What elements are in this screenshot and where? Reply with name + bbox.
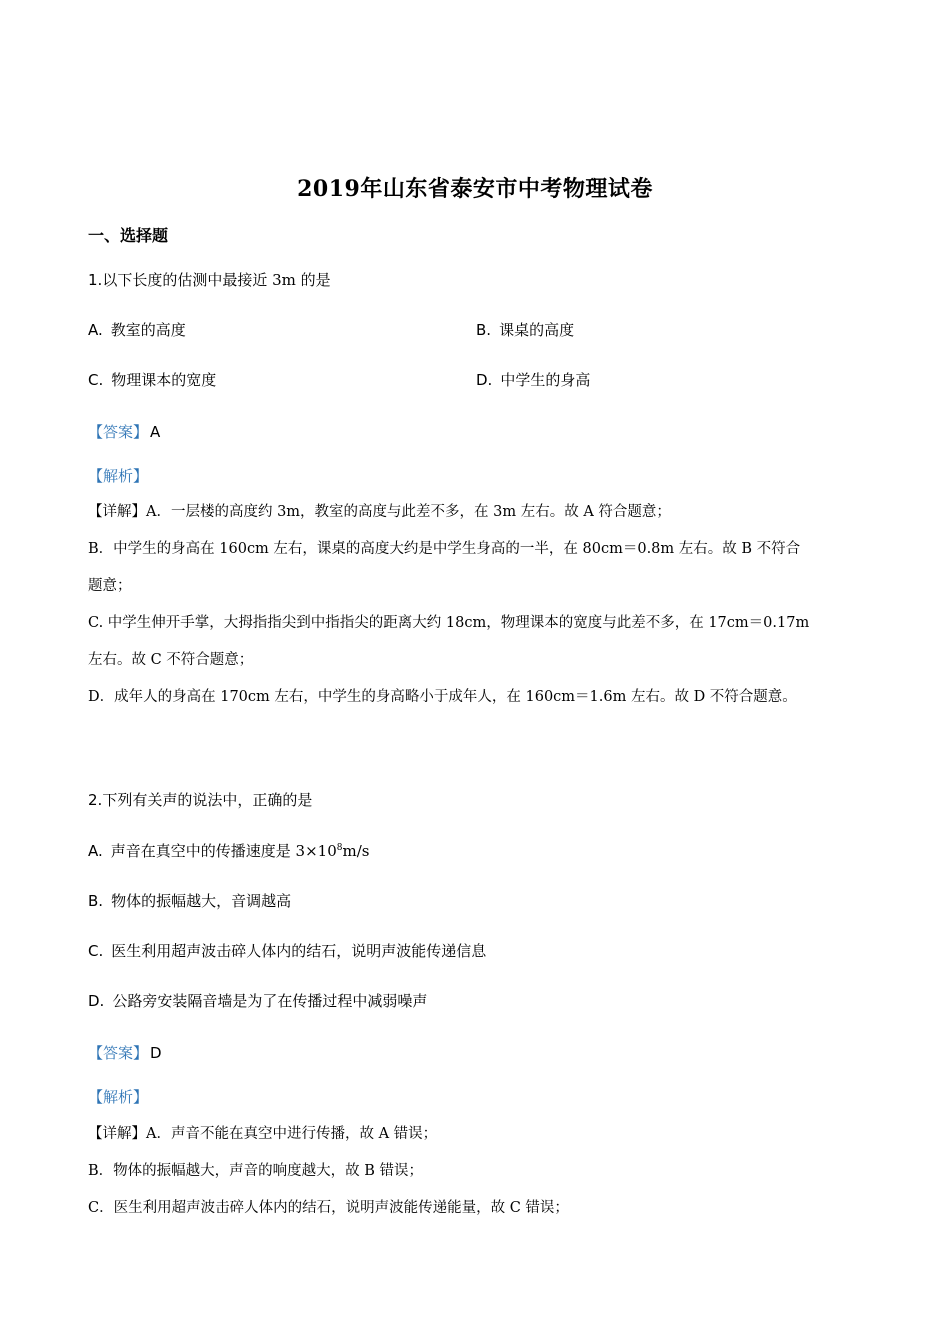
explanation-line: 题意； [88,578,132,594]
q2-option-a [88,840,369,861]
option-letter: A. [88,321,103,339]
q1-option-d [476,369,590,390]
option-letter: C. [88,942,104,960]
explanation-line: B．物体的振幅越大，声音的响度越大，故 B 错误； [88,1163,424,1179]
q2-option-d [88,990,427,1011]
answer-value: A [150,423,161,441]
option-letter: A. [88,842,103,860]
option-superscript: 8 [336,843,343,853]
explanation-line: C．医生利用超声波击碎人体内的结石，说明声波能传递能量，故 C 错误； [88,1200,569,1216]
q2-answer [88,1042,162,1063]
q2-option-b [88,890,291,911]
q1-analysis-label: 【解析】 [88,467,149,485]
option-text: 课桌的高度 [499,321,575,339]
option-text: 医生利用超声波击碎人体内的结石，说明声波能传递信息 [111,942,487,960]
q1-answer [88,421,160,442]
option-text: 物体的振幅越大，音调越高 [111,892,292,910]
q1-explanation [88,494,868,716]
option-text: 公路旁安装隔音墙是为了在传播过程中减弱噪声 [112,992,428,1010]
q1-option-b [476,319,574,340]
page-title: 2019年山东省泰安市中考物理试卷 [297,176,653,202]
option-letter: B. [88,892,104,910]
option-letter: B. [476,321,492,339]
question-number: 2. [88,791,103,809]
option-text-unit: m/s [342,842,370,860]
section-heading: 一、选择题 [88,226,169,245]
answer-label: 【答案】 [88,423,149,441]
explanation-line: 【详解】A．一层楼的高度约 3m，教室的高度与此差不多，在 3m 左右。故 A 符合题意； [88,504,671,520]
question-2 [88,789,312,810]
q1-option-a [88,319,186,340]
answer-value: D [150,1044,162,1062]
option-letter: D. [88,992,105,1010]
q2-explanation [88,1116,868,1227]
option-text: 中学生的身高 [500,371,591,389]
answer-label: 【答案】 [88,1044,149,1062]
explanation-line: D．成年人的身高在 170cm 左右，中学生的身高略小于成年人，在 160cm＝1.6m 左右。故 D 不符合题意。 [88,689,797,705]
explanation-line: C. 中学生伸开手掌，大拇指指尖到中指指尖的距离大约 18cm，物理课本的宽度与此差不多，在 17cm＝0.17m [88,615,810,631]
q2-option-c [88,940,486,961]
option-text: 物理课本的宽度 [111,371,217,389]
explanation-line: 【详解】A．声音不能在真空中进行传播，故 A 错误； [88,1126,438,1142]
option-text: 声音在真空中的传播速度是 3×10 [110,842,337,860]
option-letter: D. [476,371,493,389]
question-text: 下列有关声的说法中，正确的是 [102,791,313,809]
option-text: 教室的高度 [110,321,186,339]
question-text: 以下长度的估测中最接近 3m 的是 [102,271,331,289]
question-number: 1. [88,271,103,289]
question-1 [88,269,331,290]
q2-analysis-label: 【解析】 [88,1088,149,1106]
explanation-line: 左右。故 C 不符合题意； [88,652,254,668]
explanation-line: B．中学生的身高在 160cm 左右，课桌的高度大约是中学生身高的一半，在 80cm＝0.8m 左右。故 B 不符合 [88,541,801,557]
option-letter: C. [88,371,104,389]
q1-option-c [88,369,216,390]
